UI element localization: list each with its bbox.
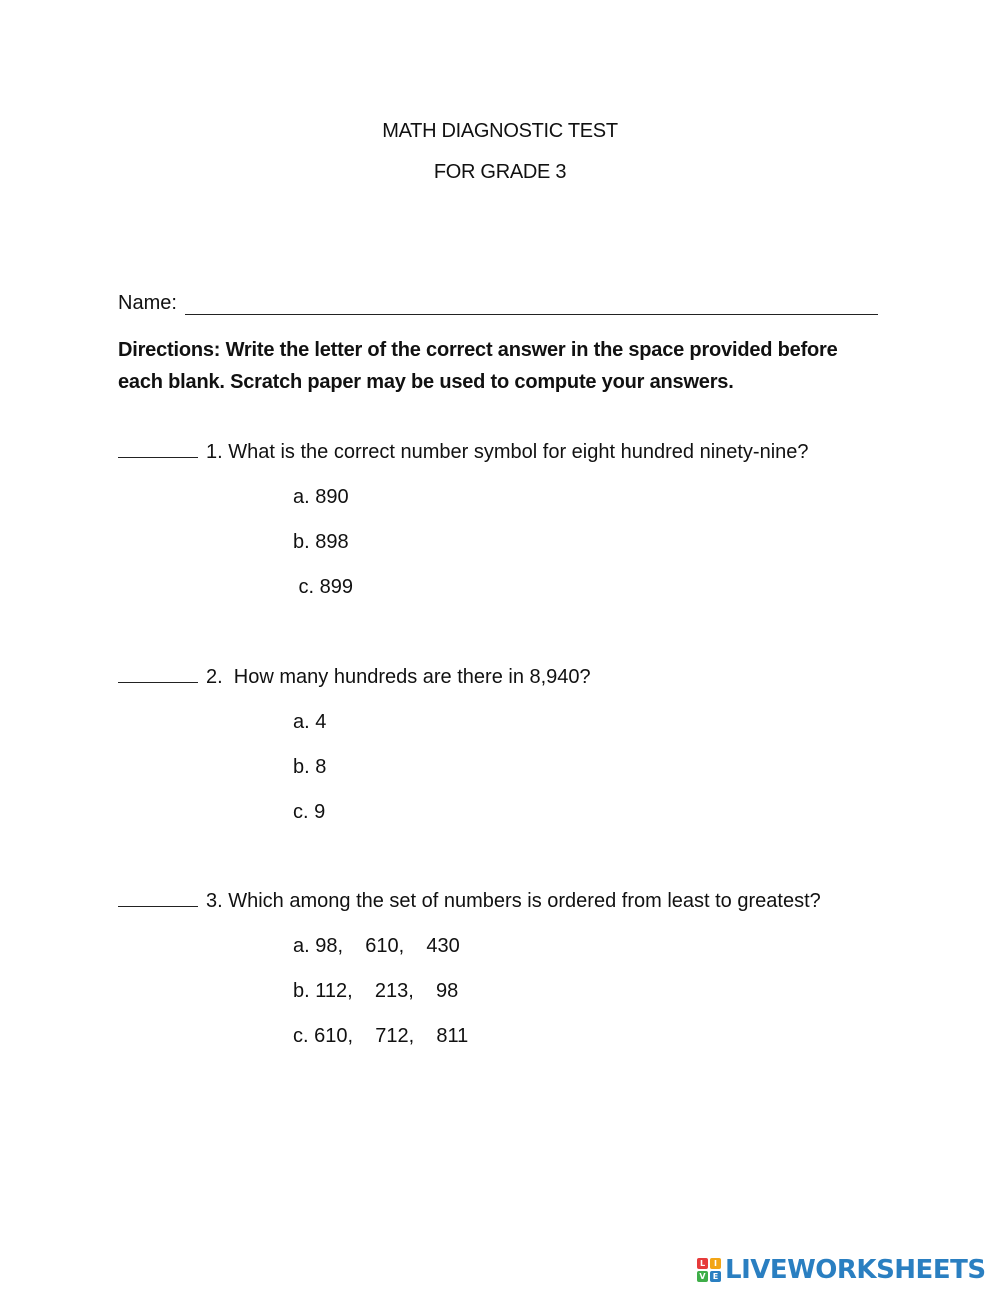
directions-text: Directions: Write the letter of the correct answer in the space provided before each blank. Scratch paper may be used to compute your answers. — [118, 339, 838, 393]
name-label: Name: — [118, 292, 177, 314]
answer-blank-3[interactable] — [118, 890, 198, 907]
question-1-choice-b: b. 898 — [293, 531, 349, 553]
answer-blank-2[interactable] — [118, 666, 198, 683]
logo-block-v: V — [697, 1271, 708, 1282]
question-3 — [118, 890, 821, 913]
question-2-choice-c: c. 9 — [293, 801, 326, 823]
logo-block-l: L — [697, 1258, 708, 1269]
question-1-choice-a: a. 890 — [293, 486, 349, 508]
logo-text: LIVEWORKSHEETS — [725, 1255, 986, 1285]
name-row — [118, 292, 878, 315]
liveworksheets-logo — [697, 1253, 986, 1287]
question-3-choice-b: b. 112, 213, 98 — [293, 980, 459, 1002]
question-2-text: 2. How many hundreds are there in 8,940? — [206, 666, 591, 688]
question-1 — [118, 441, 809, 464]
question-2-choice-b: b. 8 — [293, 756, 327, 778]
logo-block-i: I — [710, 1258, 721, 1269]
question-3-text: 3. Which among the set of numbers is ordered from least to greatest? — [206, 890, 821, 912]
question-3-choice-a: a. 98, 610, 430 — [293, 935, 460, 957]
page-title: MATH DIAGNOSTIC TEST — [382, 120, 618, 142]
name-field[interactable] — [185, 296, 878, 315]
logo-block-e: E — [710, 1271, 721, 1282]
question-3-choice-c: c. 610, 712, 811 — [293, 1025, 469, 1047]
answer-blank-1[interactable] — [118, 441, 198, 458]
question-1-choice-c: c. 899 — [293, 576, 354, 598]
question-2 — [118, 666, 591, 689]
logo-blocks-icon — [697, 1258, 721, 1282]
question-2-choice-a: a. 4 — [293, 711, 327, 733]
page-subtitle: FOR GRADE 3 — [433, 161, 567, 183]
question-1-text: 1. What is the correct number symbol for eight hundred ninety-nine? — [206, 441, 809, 463]
